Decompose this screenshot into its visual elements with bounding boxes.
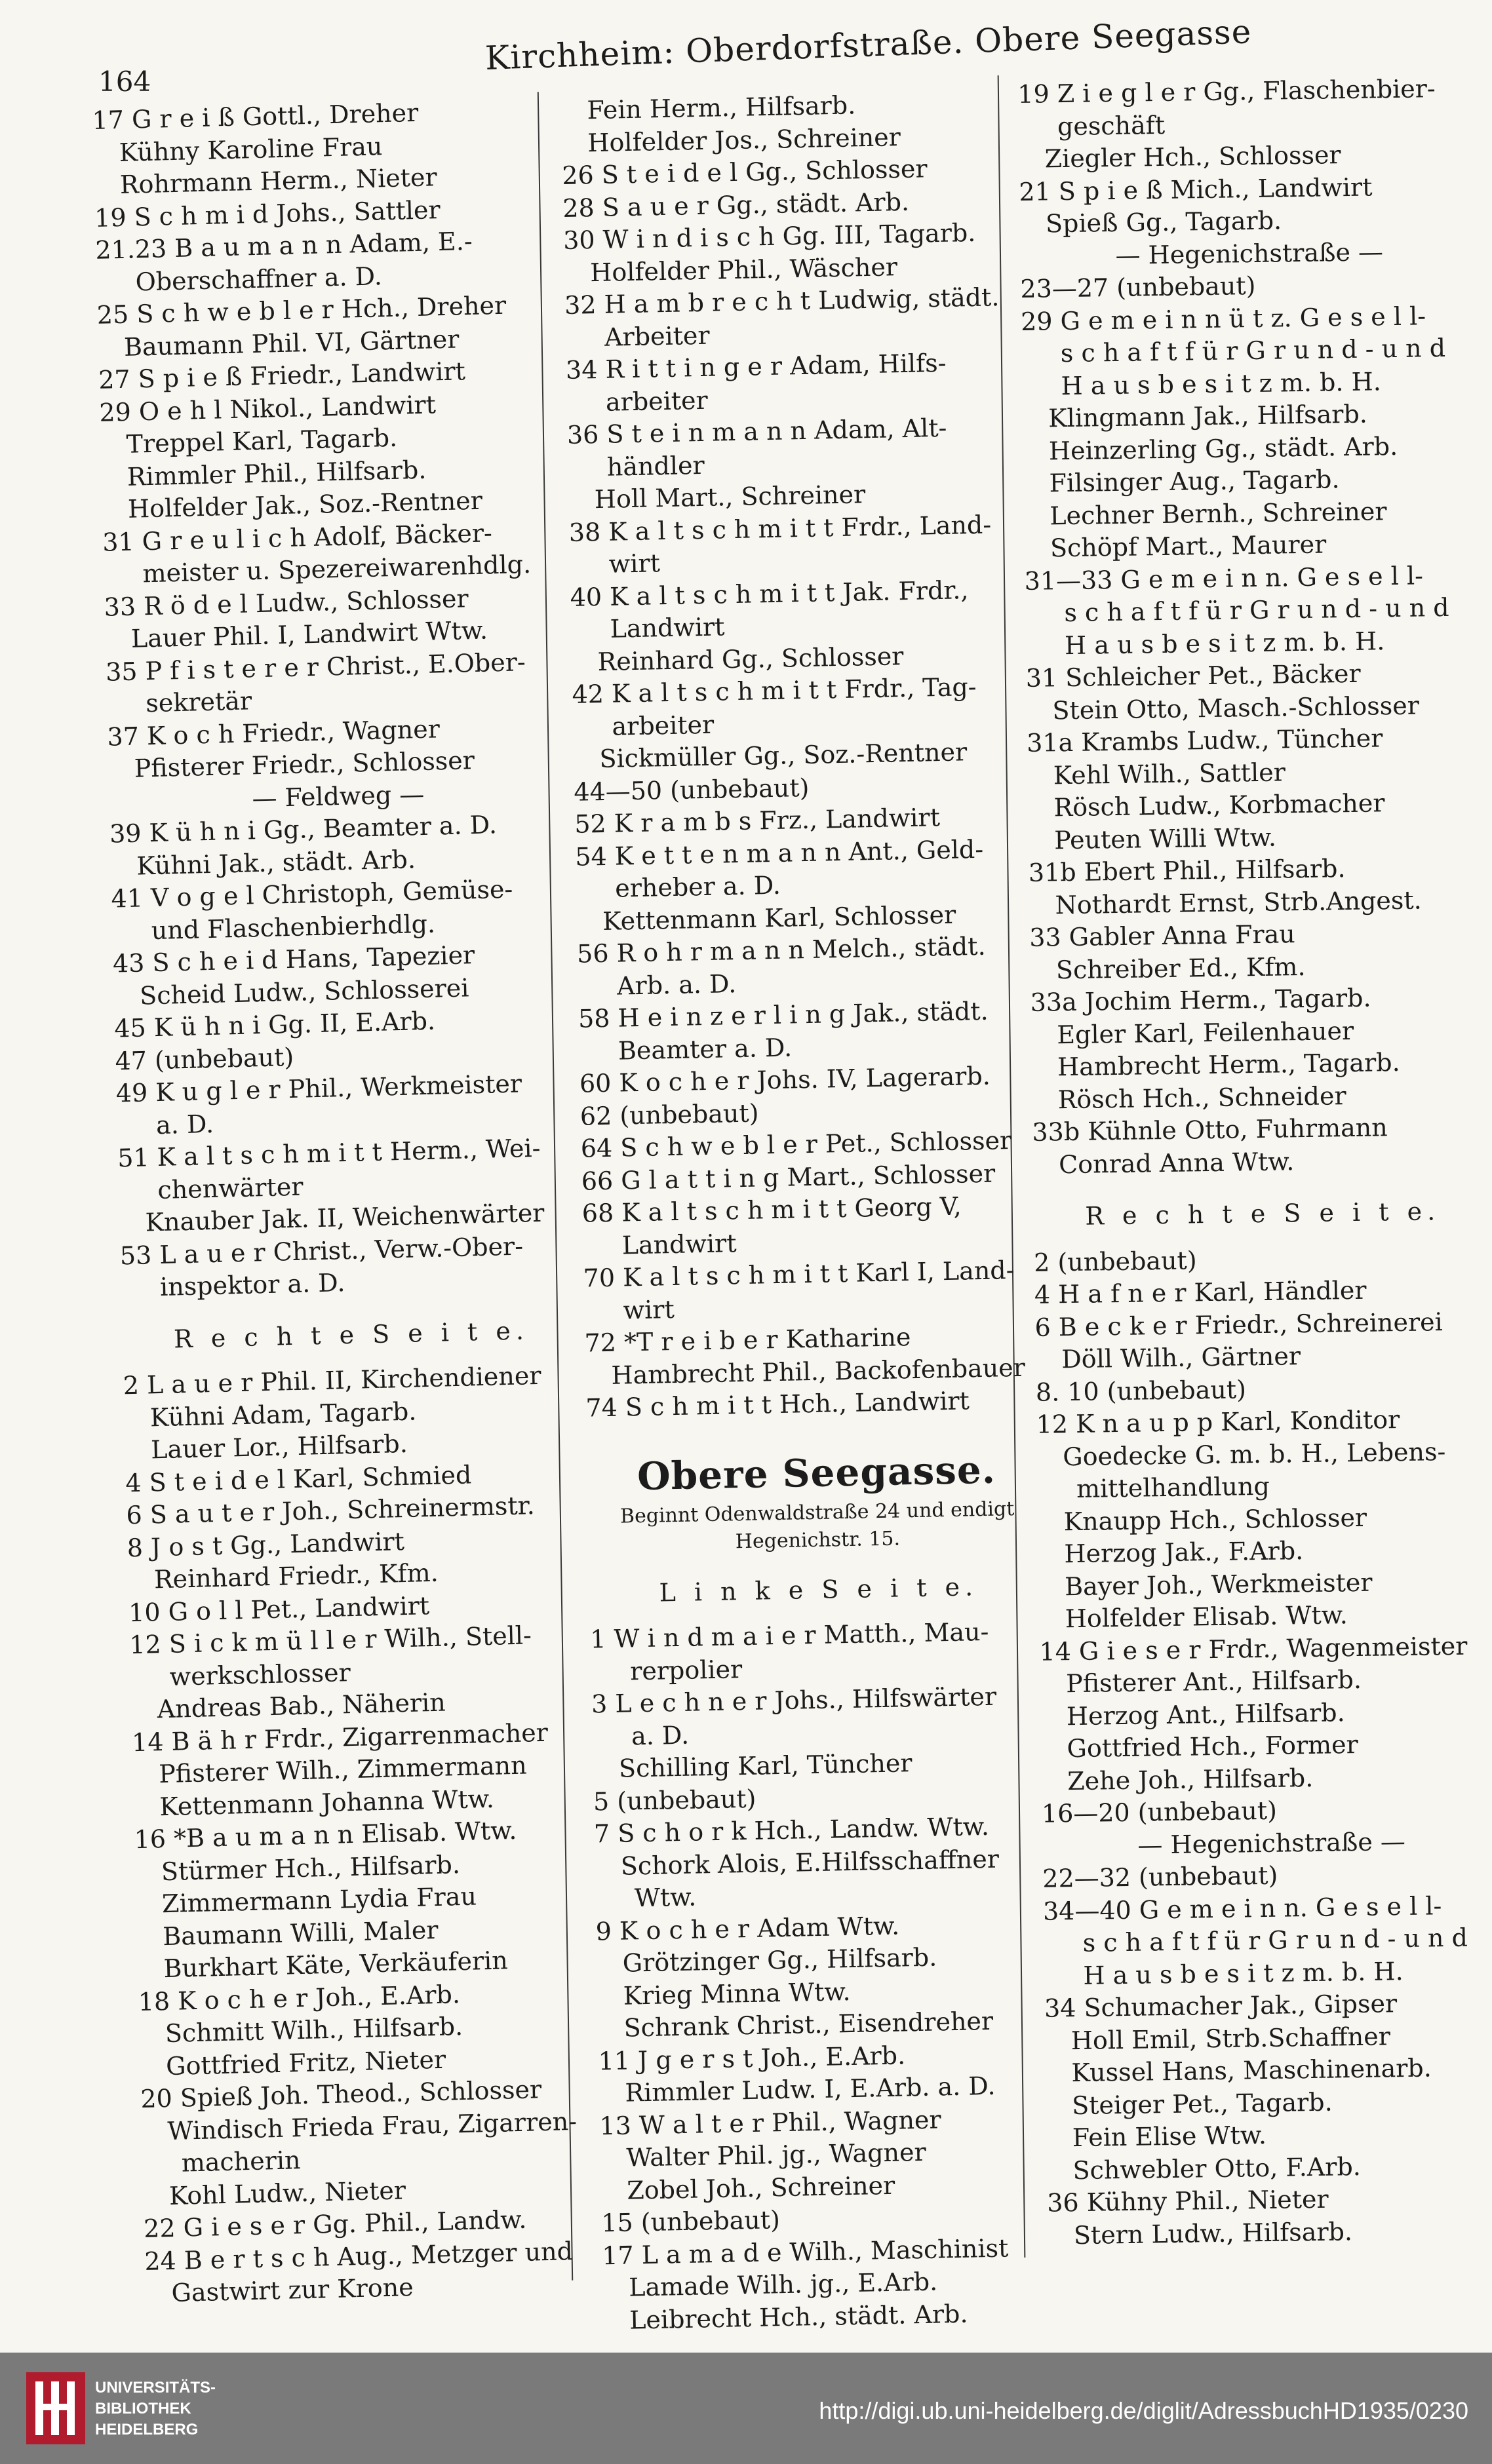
- house-entry: 7 S c h o r k Hch., Landw. Wtw.: [593, 1811, 990, 1849]
- house-entry: 13 W a l t e r Phil., Wagner: [599, 2104, 941, 2140]
- resident-entry: Pfisterer Wilh., Zimmermann: [158, 1750, 528, 1789]
- entry-continuation: Arb. a. D.: [616, 969, 737, 1001]
- entry-continuation: geschäft: [1057, 110, 1166, 141]
- house-entry: 15 (unbebaut): [600, 2205, 781, 2238]
- house-entry: 33 R ö d e l Ludw., Schlosser: [104, 583, 469, 622]
- resident-entry: Schmitt Wilh., Hilfsarb.: [165, 2012, 463, 2049]
- source-url-link[interactable]: http://digi.ub.uni-heidelberg.de/diglit/AdressbuchHD1935/0230: [819, 2397, 1468, 2424]
- house-entry: 14 B ä h r Frdr., Zigarrenmacher: [131, 1718, 549, 1757]
- house-entry: 30 W i n d i s c h Gg. III, Tagarb.: [562, 218, 976, 255]
- resident-entry: Döll Wilh., Gärtner: [1061, 1341, 1301, 1374]
- house-entry: 14 G i e s e r Frdr., Wagenmeister: [1039, 1631, 1468, 1666]
- house-entry: 9 K o c h e r Adam Wtw.: [595, 1911, 900, 1946]
- house-entry: 31 G r e u l i c h Adolf, Bäcker-: [102, 518, 493, 557]
- resident-entry: Schilling Karl, Tüncher: [618, 1748, 913, 1783]
- entry-continuation: arbeiter: [612, 710, 715, 741]
- resident-entry: Baumann Willi, Maler: [162, 1915, 439, 1951]
- resident-entry: Lechner Bernh., Schreiner: [1050, 496, 1387, 530]
- house-entry: 38 K a l t s c h m i t t Frdr., Land-: [568, 510, 992, 547]
- column-middle: [560, 87, 1063, 2338]
- house-entry: 31 Schleicher Pet., Bäcker: [1025, 659, 1361, 693]
- house-entry: 72 *T r e i b e r Katharine: [584, 1322, 911, 1358]
- resident-entry: Knauber Jak. II, Weichenwärter: [145, 1198, 545, 1237]
- entry-continuation: händler: [606, 450, 705, 482]
- library-name-line: UNIVERSITÄTS-: [95, 2379, 216, 2397]
- entry-continuation: werkschlosser: [169, 1657, 351, 1691]
- house-entry: 4 H a f n e r Karl, Händler: [1034, 1275, 1367, 1309]
- entry-continuation: arbeiter: [605, 385, 709, 417]
- house-entry: 54 K e t t e n m a n n Ant., Geld-: [574, 834, 984, 872]
- resident-entry: Stürmer Hch., Hilfsarb.: [161, 1849, 461, 1886]
- house-entry: 33b Kühnle Otto, Fuhrmann: [1032, 1113, 1388, 1147]
- resident-entry: Zimmermann Lydia Frau: [161, 1881, 477, 1919]
- street-description: Beginnt Odenwaldstraße 24 und endigt: [619, 1497, 1015, 1528]
- page-title: Kirchheim: Oberdorfstraße. Obere Seegasse: [484, 12, 1253, 77]
- house-entry: 34 Schumacher Jak., Gipser: [1044, 1989, 1398, 2023]
- house-entry: 2 (unbebaut): [1033, 1245, 1197, 1277]
- house-entry: 23—27 (unbebaut): [1020, 271, 1256, 303]
- house-entry: 60 K o c h e r Johs. IV, Lagerarb.: [579, 1061, 991, 1098]
- resident-entry: Ziegler Hch., Schlosser: [1044, 140, 1341, 174]
- resident-entry: Kettenmann Karl, Schlosser: [602, 900, 956, 936]
- resident-entry: Holfelder Jak., Soz.-Rentner: [127, 486, 483, 524]
- resident-entry: Holfelder Jos., Schreiner: [587, 122, 901, 157]
- library-name-line: BIBLIOTHEK: [95, 2400, 191, 2417]
- resident-entry: Klingmann Jak., Hilfsarb.: [1048, 399, 1368, 433]
- house-entry: 22 G i e s e r Gg. Phil., Landw.: [143, 2204, 527, 2244]
- resident-entry: Egler Karl, Feilenhauer: [1057, 1016, 1354, 1049]
- resident-entry: Kühni Jak., städt. Arb.: [136, 844, 416, 881]
- house-entry: 3 L e c h n e r Johs., Hilfswärter: [591, 1682, 997, 1719]
- house-entry: 52 K r a m b s Frz., Landwirt: [574, 803, 941, 839]
- entry-continuation: Beamter a. D.: [618, 1032, 793, 1066]
- house-entry: 19 Z i e g l e r Gg., Flaschenbier-: [1017, 74, 1436, 109]
- resident-entry: Burkhart Käte, Verkäuferin: [163, 1946, 509, 1984]
- resident-entry: Bayer Joh., Werkmeister: [1064, 1568, 1373, 1601]
- cross-street-heading: — Hegenichstraße —: [1137, 1826, 1406, 1860]
- house-entry: 34—40 G e m e i n n. G e s e l l-: [1042, 1891, 1442, 1926]
- resident-entry: Kühni Adam, Tagarb.: [149, 1396, 417, 1432]
- resident-entry: Herzog Jak., F.Arb.: [1064, 1536, 1304, 1569]
- house-entry: 29 G e m e i n n ü t z. G e s e l l-: [1020, 301, 1426, 336]
- house-entry: 4 S t e i d e l Karl, Schmied: [125, 1459, 472, 1497]
- cross-street-heading: — Hegenichstraße —: [1115, 237, 1384, 270]
- resident-entry: Krieg Minna Wtw.: [623, 1976, 851, 2011]
- resident-entry: Peuten Willi Wtw.: [1053, 822, 1277, 855]
- house-entry: 35 P f i s t e r e r Christ., E.Ober-: [105, 647, 526, 687]
- house-entry: 70 K a l t s c h m i t t Karl I, Land-: [583, 1256, 1015, 1293]
- house-entry: 58 H e i n z e r l i n g Jak., städt.: [578, 996, 989, 1033]
- resident-entry: Schwebler Otto, F.Arb.: [1072, 2151, 1362, 2185]
- resident-entry: Rösch Hch., Schneider: [1057, 1081, 1346, 1114]
- house-entry: 12 S i c k m ü l l e r Wilh., Stell-: [128, 1621, 532, 1660]
- entry-continuation: Wtw.: [634, 1882, 697, 1913]
- entry-continuation: a. D.: [155, 1109, 214, 1140]
- entry-continuation: s c h a f t f ü r G r u n d - u n d: [1082, 1923, 1468, 1957]
- resident-entry: Sickmüller Gg., Soz.-Rentner: [599, 737, 968, 774]
- resident-entry: Schork Alois, E.Hilfsschaffner: [620, 1844, 1000, 1881]
- house-entry: 16 *B a u m a n n Elisab. Wtw.: [134, 1815, 517, 1855]
- resident-entry: Windisch Frieda Frau, Zigarren-: [167, 2106, 578, 2146]
- house-entry: 29 O e h l Nikol., Landwirt: [98, 389, 437, 427]
- house-entry: 42 K a l t s c h m i t t Frdr., Tag-: [572, 672, 977, 709]
- column-left: [92, 94, 604, 2311]
- library-name: [95, 2377, 216, 2440]
- resident-entry: Rimmler Phil., Hilfsarb.: [127, 455, 427, 491]
- resident-entry: Nothardt Ernst, Strb.Angest.: [1055, 885, 1423, 919]
- column-right: [1017, 72, 1492, 2252]
- entry-continuation: Arbeiter: [604, 320, 710, 352]
- street-description: Hegenichstr. 15.: [735, 1526, 901, 1553]
- entry-continuation: inspektor a. D.: [159, 1268, 345, 1301]
- resident-entry: Pfisterer Ant., Hilfsarb.: [1065, 1665, 1362, 1699]
- resident-entry: Fein Elise Wtw.: [1072, 2121, 1267, 2153]
- house-entry: 5 (unbebaut): [593, 1784, 756, 1817]
- resident-entry: Pfisterer Friedr., Schlosser: [134, 746, 475, 783]
- house-entry: 19 S c h m i d Johs., Sattler: [94, 195, 441, 233]
- entry-continuation: wirt: [608, 549, 661, 579]
- resident-entry: Schrank Christ., Eisendreher: [623, 2006, 994, 2043]
- house-entry: 27 S p i e ß Friedr., Landwirt: [98, 356, 466, 395]
- entry-continuation: wirt: [623, 1294, 675, 1325]
- entry-continuation: Oberschaffner a. D.: [135, 261, 383, 296]
- house-entry: 36 Kühny Phil., Nieter: [1046, 2184, 1329, 2218]
- house-entry: 26 S t e i d e l Gg., Schlosser: [561, 154, 928, 190]
- house-entry: 10 G o l l Pet., Landwirt: [128, 1590, 430, 1627]
- house-entry: 53 L a u e r Christ., Verw.-Ober-: [119, 1231, 524, 1270]
- house-entry: 16—20 (unbebaut): [1041, 1796, 1278, 1828]
- resident-entry: Reinhard Gg., Schlosser: [597, 641, 904, 676]
- resident-entry: Herzog Ant., Hilfsarb.: [1066, 1697, 1345, 1731]
- entry-continuation: a. D.: [631, 1720, 690, 1750]
- resident-entry: Reinhard Friedr., Kfm.: [153, 1558, 439, 1594]
- house-entry: 31a Krambs Ludw., Tüncher: [1026, 723, 1383, 758]
- house-entry: 1 W i n d m a i e r Matth., Mau-: [589, 1617, 989, 1654]
- house-entry: 33 Gabler Anna Frau: [1029, 919, 1296, 952]
- house-entry: 37 K o c h Friedr., Wagner: [107, 714, 441, 752]
- page-number: 164: [98, 66, 151, 98]
- entry-continuation: und Flaschenbierhdlg.: [151, 909, 436, 945]
- entry-continuation: H a u s b e s i t z m. b. H.: [1064, 626, 1385, 660]
- resident-entry: Stein Otto, Masch.-Schlosser: [1052, 691, 1420, 725]
- house-entry: 56 R o h r m a n n Melch., städt.: [576, 931, 986, 969]
- entry-continuation: rerpolier: [629, 1654, 743, 1685]
- house-entry: 44—50 (unbebaut): [573, 773, 810, 807]
- resident-entry: Walter Phil. jg., Wagner: [626, 2137, 927, 2172]
- resident-entry: Filsinger Aug., Tagarb.: [1049, 465, 1340, 498]
- resident-entry: Kussel Hans, Maschinenarb.: [1071, 2053, 1432, 2088]
- resident-entry: Andreas Bab., Näherin: [157, 1687, 446, 1724]
- house-entry: 20 Spieß Joh. Theod., Schlosser: [140, 2075, 542, 2114]
- resident-entry: Kehl Wilh., Sattler: [1053, 757, 1286, 790]
- resident-entry: Leibrecht Hch., städt. Arb.: [629, 2299, 968, 2335]
- cross-street-heading: — Feldweg —: [251, 779, 425, 813]
- entry-continuation: Landwirt: [610, 612, 725, 644]
- house-entry: 31b Ebert Phil., Hilfsarb.: [1028, 854, 1346, 887]
- side-heading: R e c h t e S e i t e.: [173, 1315, 530, 1353]
- house-entry: 43 S c h e i d Hans, Tapezier: [112, 940, 475, 978]
- resident-entry: Kohl Ludw., Nieter: [168, 2175, 406, 2210]
- house-entry: 39 K ü h n i Gg., Beamter a. D.: [109, 810, 498, 849]
- resident-entry: Knaupp Hch., Schlosser: [1063, 1503, 1367, 1536]
- resident-entry: Gastwirt zur Krone: [171, 2273, 414, 2308]
- house-entry: 34 R i t t i n g e r Adam, Hilfs-: [565, 348, 947, 385]
- side-heading: R e c h t e S e i t e.: [1084, 1197, 1441, 1231]
- resident-entry: Lauer Lor., Hilfsarb.: [150, 1429, 408, 1465]
- entry-continuation: mittelhandlung: [1076, 1471, 1270, 1503]
- house-entry: 62 (unbebaut): [579, 1098, 759, 1131]
- resident-entry: Holfelder Elisab. Wtw.: [1065, 1600, 1348, 1634]
- resident-entry: Holl Emil, Strb.Schaffner: [1070, 2021, 1391, 2055]
- resident-entry: Holfelder Phil., Wäscher: [589, 252, 898, 287]
- resident-entry: Zobel Joh., Schreiner: [626, 2170, 895, 2205]
- entry-continuation: chenwärter: [157, 1172, 304, 1204]
- street-title: Obere Seegasse.: [637, 1447, 996, 1499]
- house-entry: 74 S c h m i t t Hch., Landwirt: [585, 1386, 970, 1423]
- house-entry: 51 K a l t s c h m i t t Herm., Wei-: [117, 1133, 541, 1173]
- house-entry: 41 V o g e l Christoph, Gemüse-: [111, 874, 513, 914]
- house-entry: 47 (unbebaut): [115, 1042, 294, 1076]
- house-entry: 21.23 B a u m a n n Adam, E.-: [94, 226, 473, 265]
- entry-continuation: sekretär: [145, 686, 252, 718]
- resident-entry: Goedecke G. m. b. H., Lebens-: [1063, 1436, 1446, 1471]
- resident-entry: Gottfried Fritz, Nieter: [165, 2045, 446, 2081]
- resident-entry: Conrad Anna Wtw.: [1058, 1146, 1295, 1179]
- house-entry: 66 G l a t t i n g Mart., Schlosser: [581, 1159, 996, 1196]
- house-entry: 2 L a u e r Phil. II, Kirchendiener: [123, 1360, 541, 1400]
- resident-entry: Schreiber Ed., Kfm.: [1055, 952, 1306, 984]
- house-entry: 31—33 G e m e i n n. G e s e l l-: [1024, 560, 1424, 596]
- house-entry: 18 K o c h e r Joh., E.Arb.: [138, 1979, 461, 2016]
- resident-entry: Fein Herm., Hilfsarb.: [587, 90, 856, 125]
- house-entry: 49 K u g l e r Phil., Werkmeister: [115, 1069, 522, 1108]
- house-entry: 24 B e r t s c h Aug., Metzger und: [144, 2236, 574, 2276]
- resident-entry: Grötzinger Gg., Hilfsarb.: [622, 1942, 937, 1978]
- house-entry: 45 K ü h n i Gg. II, E.Arb.: [113, 1006, 436, 1043]
- entry-continuation: meister u. Spezereiwarenhdlg.: [142, 549, 532, 588]
- resident-entry: Hambrecht Herm., Tagarb.: [1057, 1048, 1400, 1082]
- resident-entry: Stern Ludw., Hilfsarb.: [1073, 2216, 1353, 2250]
- entry-continuation: macherin: [181, 2146, 301, 2178]
- resident-entry: Spieß Gg., Tagarb.: [1045, 206, 1282, 239]
- entry-continuation: H a u s b e s i t z m. b. H.: [1061, 366, 1382, 400]
- house-entry: 17 G r e i ß Gottl., Dreher: [92, 98, 419, 135]
- resident-entry: Gottfried Hch., Former: [1067, 1729, 1359, 1763]
- resident-entry: Heinzerling Gg., städt. Arb.: [1048, 431, 1398, 465]
- house-entry: 36 S t e i n m a n n Adam, Alt-: [566, 413, 947, 450]
- resident-entry: Zehe Joh., Hilfsarb.: [1067, 1763, 1314, 1796]
- resident-entry: Holl Mart., Schreiner: [594, 480, 866, 514]
- house-entry: 33a Jochim Herm., Tagarb.: [1030, 983, 1371, 1017]
- resident-entry: Rimmler Ludw. I, E.Arb. a. D.: [625, 2071, 996, 2108]
- viewer-footer: [0, 2353, 1492, 2464]
- house-entry: 17 L a m a d e Wilh., Maschinist: [601, 2233, 1009, 2270]
- house-entry: 21 S p i e ß Mich., Landwirt: [1019, 172, 1373, 206]
- house-entry: 68 K a l t s c h m i t t Georg V,: [581, 1191, 962, 1228]
- resident-entry: Kühny Karoline Frau: [119, 131, 383, 167]
- resident-entry: Scheid Ludw., Schlosserei: [139, 972, 469, 1011]
- entry-continuation: Landwirt: [621, 1228, 737, 1260]
- resident-entry: Rösch Ludw., Korbmacher: [1053, 788, 1385, 822]
- library-name-line: HEIDELBERG: [95, 2421, 199, 2438]
- entry-continuation: erheber a. D.: [614, 870, 781, 903]
- entry-continuation: H a u s b e s i t z m. b. H.: [1083, 1956, 1404, 1990]
- house-entry: 64 S c h w e b l e r Pet., Schlosser: [580, 1126, 1012, 1163]
- house-entry: 6 S a u t e r Joh., Schreinermstr.: [126, 1491, 536, 1530]
- house-entry: 8. 10 (unbebaut): [1035, 1374, 1247, 1407]
- house-entry: 22—32 (unbebaut): [1042, 1860, 1278, 1893]
- house-entry: 25 S c h w e b l e r Hch., Dreher: [96, 290, 507, 330]
- entry-continuation: s c h a f t f ü r G r u n d - u n d: [1060, 333, 1446, 368]
- resident-entry: Baumann Phil. VI, Gärtner: [123, 324, 460, 362]
- resident-entry: Rohrmann Herm., Nieter: [119, 163, 438, 199]
- house-entry: 11 J g e r s t Joh., E.Arb.: [598, 2040, 906, 2075]
- resident-entry: Steiger Pet., Tagarb.: [1071, 2087, 1333, 2120]
- resident-entry: Kettenmann Johanna Wtw.: [159, 1784, 495, 1821]
- side-heading: L i n k e S e i t e.: [659, 1571, 979, 1607]
- resident-entry: Lauer Phil. I, Landwirt Wtw.: [130, 615, 488, 653]
- resident-entry: Treppel Karl, Tagarb.: [126, 423, 398, 459]
- house-entry: 12 K n a u p p Karl, Konditor: [1036, 1405, 1400, 1439]
- house-entry: 6 B e c k e r Friedr., Schreinerei: [1034, 1307, 1443, 1342]
- house-entry: 40 K a l t s c h m i t t Jak. Frdr.,: [570, 575, 969, 612]
- house-entry: 28 S a u e r Gg., städt. Arb.: [562, 187, 910, 223]
- resident-entry: Lamade Wilh. jg., E.Arb.: [628, 2267, 938, 2302]
- house-entry: 32 H a m b r e c h t Ludwig, städt.: [564, 282, 1000, 320]
- entry-continuation: s c h a f t f ü r G r u n d - u n d: [1064, 592, 1449, 628]
- resident-entry: Schöpf Mart., Maurer: [1050, 529, 1327, 563]
- university-library-logo: [26, 2372, 85, 2444]
- house-entry: 8 J o s t Gg., Landwirt: [127, 1526, 405, 1562]
- resident-entry: Hambrecht Phil., Backofenbauer: [611, 1353, 1026, 1390]
